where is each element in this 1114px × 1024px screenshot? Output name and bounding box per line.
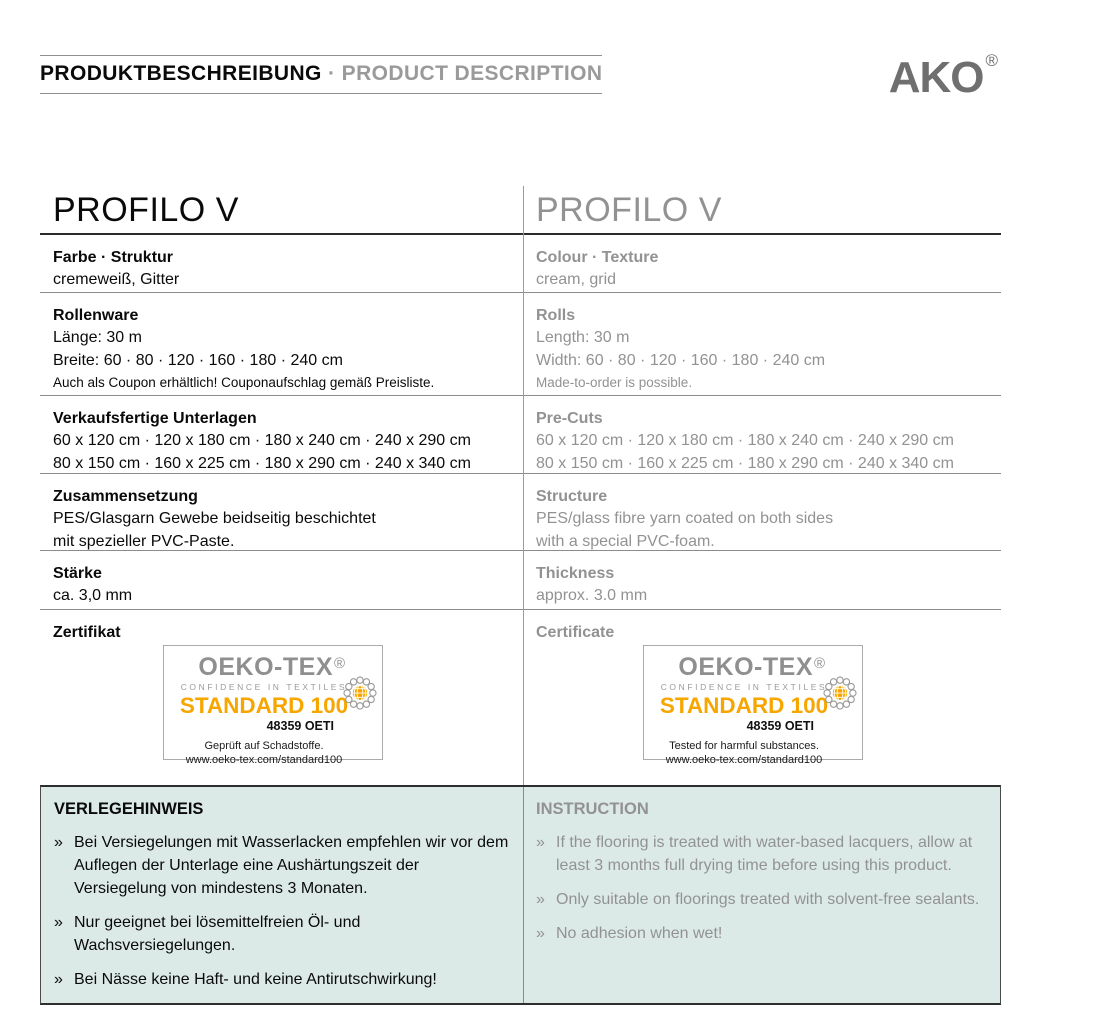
heading-verlegehinweis: VERLEGEHINWEIS (54, 800, 204, 818)
cell-precuts-de (40, 396, 523, 473)
value-precuts-en-1: 60 x 120 cm · 120 x 180 cm · 180 x 240 cm · 240 x 290 cm (536, 432, 954, 449)
bullet-text: If the flooring is treated with water-based lacquers, allow at least 3 months full drying time before using this product. (556, 834, 973, 874)
bullet-text: Only suitable on floorings treated with solvent-free sealants. (556, 891, 980, 908)
bullet-marker: » (536, 834, 545, 851)
ako-logo-text: AKO (888, 53, 984, 102)
heading-precuts: Pre-Cuts (536, 410, 603, 427)
heading-zusammensetzung: Zusammensetzung (53, 488, 198, 505)
cert-tagline-de: CONFIDENCE IN TEXTILES (180, 682, 348, 692)
cell-title-de (40, 186, 523, 233)
heading-thickness: Thickness (536, 565, 615, 582)
cert-brand-de (164, 651, 364, 680)
value-laenge: Länge: 30 m (53, 329, 142, 346)
bullet-marker: » (54, 834, 63, 851)
cert-brand-en (644, 651, 844, 680)
heading-colour-texture: Colour · Texture (536, 249, 659, 266)
cell-rolls-de (40, 293, 523, 395)
bullet-text: Bei Nässe keine Haft- und keine Antirutschwirkung! (74, 971, 437, 988)
cell-title-en (523, 186, 1001, 233)
product-title-en: PROFILO V (536, 191, 722, 229)
value-width: Width: 60 · 80 · 120 · 160 · 180 · 240 cm (536, 351, 826, 369)
instruction-bullet-en-3 (536, 922, 986, 945)
instruction-bullet-de-1 (54, 831, 509, 900)
row-structure (40, 474, 1001, 551)
cert-url-de: www.oeko-tex.com/standard100 (185, 754, 343, 766)
bullet-marker: » (536, 925, 545, 942)
row-certificate (40, 610, 1001, 785)
bullet-text: Nur geeignet bei lösemittelfreien Öl- und Wachsversiegelungen. (74, 914, 361, 954)
instruction-bullet-en-2 (536, 888, 986, 911)
cell-precuts-en (523, 396, 1001, 473)
header-separator: · (328, 62, 342, 85)
cell-colour-de (40, 235, 523, 292)
cell-instruction-en (523, 787, 1000, 1003)
oeko-tex-flower-icon (819, 672, 861, 714)
note-made-to-order: Made-to-order is possible. (536, 375, 693, 390)
cell-certificate-en (523, 610, 1001, 785)
cert-claim-de: Geprüft auf Schadstoffe. (204, 740, 324, 752)
row-precuts (40, 396, 1001, 474)
bullet-text: Bei Versiegelungen mit Wasserlacken empfehlen wir vor dem Auflegen der Unterlage eine Aushärtungszeit der Versiegelung von mindestens 3 Monaten. (74, 834, 509, 897)
value-zusammensetzung-1: PES/Glasgarn Gewebe beidseitig beschichtet (53, 510, 376, 527)
cert-text-de (164, 646, 364, 767)
value-zusammensetzung-2: mit spezieller PVC-Paste. (53, 532, 235, 550)
bullet-text: No adhesion when wet! (556, 925, 723, 942)
heading-rollenware: Rollenware (53, 307, 139, 324)
heading-structure: Structure (536, 488, 608, 505)
value-colour-texture: cream, grid (536, 271, 617, 288)
cell-thickness-en (523, 551, 1001, 609)
registered-trademark-icon: ® (985, 51, 998, 70)
instruction-box (40, 785, 1001, 1005)
heading-verkaufsfertige-unterlagen: Verkaufsfertige Unterlagen (53, 410, 257, 427)
cell-thickness-de (40, 551, 523, 609)
cert-standard-de: STANDARD 100 (179, 693, 349, 718)
cert-license-en: 48359 OETI (746, 719, 814, 733)
heading-certificate: Certificate (536, 624, 615, 641)
heading-staerke: Stärke (53, 565, 102, 582)
value-structure-1: PES/glass fibre yarn coated on both sides (536, 510, 834, 527)
heading-instruction: INSTRUCTION (536, 800, 649, 818)
row-product-title (40, 186, 1001, 235)
product-spec-table (40, 186, 1001, 1005)
oeko-tex-certificate-de (163, 645, 383, 766)
cell-structure-en (523, 474, 1001, 550)
header-title-de: PRODUKTBESCHREIBUNG (40, 62, 322, 85)
heading-zertifikat: Zertifikat (53, 624, 121, 641)
cert-brand-text: OEKO-TEX (198, 653, 333, 681)
value-structure-2: with a special PVC-foam. (536, 532, 715, 550)
oeko-tex-certificate-en (643, 645, 863, 766)
cert-tagline-en: CONFIDENCE IN TEXTILES (660, 682, 828, 692)
product-title-de: PROFILO V (53, 191, 239, 229)
oeko-tex-flower-icon (339, 672, 381, 714)
cert-brand-text: OEKO-TEX (678, 653, 813, 681)
instruction-column-divider (523, 787, 524, 1003)
cert-license-de: 48359 OETI (266, 719, 334, 733)
heading-farbe-struktur: Farbe · Struktur (53, 249, 174, 266)
cell-structure-de (40, 474, 523, 550)
bullet-marker: » (54, 914, 63, 931)
instruction-bullet-en-1 (536, 831, 986, 877)
row-thickness (40, 551, 1001, 610)
value-thickness: approx. 3.0 mm (536, 587, 648, 604)
row-colour-texture (40, 235, 1001, 293)
value-precuts-de-1: 60 x 120 cm · 120 x 180 cm · 180 x 240 cm · 240 x 290 cm (53, 432, 471, 449)
bullet-marker: » (54, 971, 63, 988)
cell-certificate-de (40, 610, 523, 785)
note-coupon: Auch als Coupon erhältlich! Couponaufschlag gemäß Preisliste. (53, 375, 435, 390)
value-precuts-de-2: 80 x 150 cm · 160 x 225 cm · 180 x 290 cm · 240 x 340 cm (53, 454, 471, 472)
heading-rolls: Rolls (536, 307, 576, 324)
cell-rolls-en (523, 293, 1001, 395)
value-farbe-struktur: cremeweiß, Gitter (53, 271, 180, 288)
value-length: Length: 30 m (536, 329, 630, 346)
cert-registered-icon: ® (334, 655, 346, 672)
cell-instruction-de (41, 787, 523, 1003)
cert-standard-en: STANDARD 100 (659, 693, 829, 718)
cert-claim-en: Tested for harmful substances. (669, 740, 819, 752)
cell-colour-en (523, 235, 1001, 292)
cert-registered-icon: ® (814, 655, 826, 672)
bullet-marker: » (536, 891, 545, 908)
cert-text-en (644, 646, 844, 767)
instruction-bullet-de-2 (54, 911, 509, 957)
value-staerke: ca. 3,0 mm (53, 587, 133, 604)
header-title-en: PRODUCT DESCRIPTION (341, 62, 603, 85)
cert-url-en: www.oeko-tex.com/standard100 (665, 754, 823, 766)
value-breite: Breite: 60 · 80 · 120 · 160 · 180 · 240 cm (53, 351, 343, 369)
ako-logo (889, 52, 998, 100)
row-rolls (40, 293, 1001, 396)
instruction-bullet-de-3 (54, 968, 509, 991)
page-header (40, 55, 602, 94)
value-precuts-en-2: 80 x 150 cm · 160 x 225 cm · 180 x 290 cm · 240 x 340 cm (536, 454, 954, 472)
